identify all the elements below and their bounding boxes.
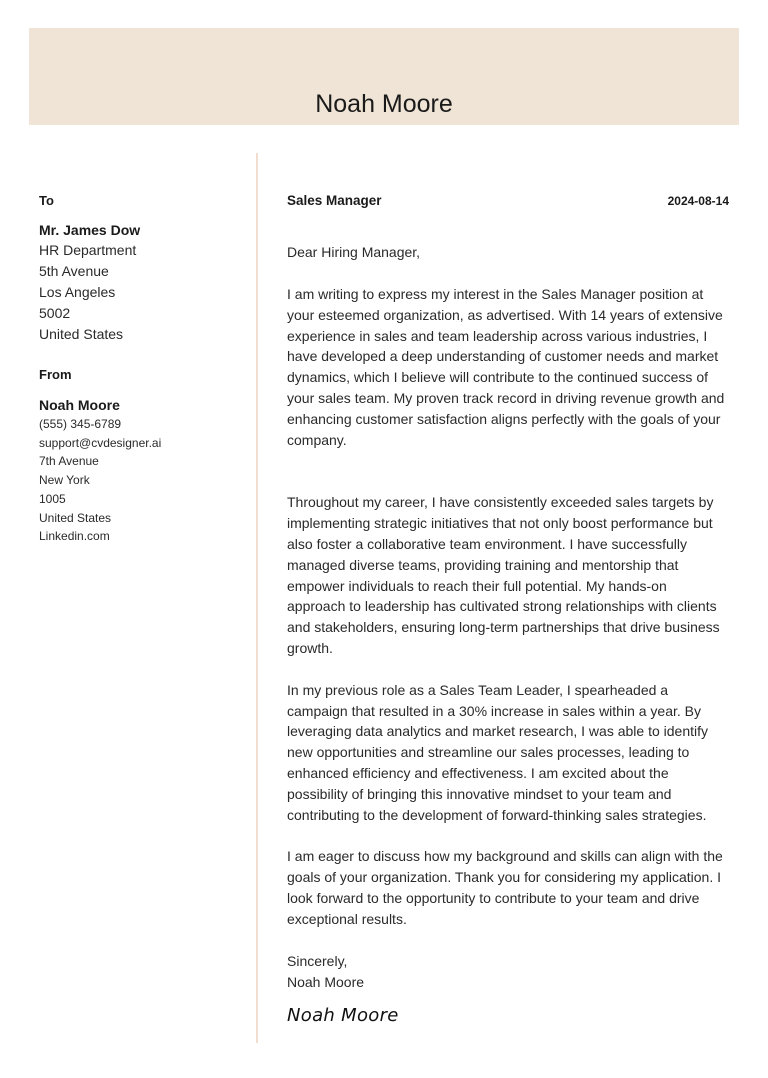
greeting: Dear Hiring Manager, (287, 244, 421, 260)
sender-country: United States (39, 510, 112, 525)
recipient-name: Mr. James Dow (39, 222, 141, 238)
closing-phrase: Sincerely, (287, 952, 348, 969)
contact-column (39, 192, 244, 546)
job-title: Sales Manager (287, 193, 382, 208)
paragraph-1: I am writing to express my interest in the Sales Manager position at your esteemed organization, as advertised. With 14 years of extensive experience in sales and team leadership across various industries, I have developed a deep understanding of customer needs and market dynamics, which I believe will contribute to the continued success of your sales team. My proven track record in driving revenue growth and enhancing customer satisfaction aligns perfectly with the goals of your company. (287, 286, 725, 448)
sender-phone: (555) 345-6789 (39, 417, 122, 431)
recipient-street: 5th Avenue (39, 263, 109, 279)
signature: Noah Moore (287, 1004, 399, 1026)
closing-block (287, 951, 729, 993)
page-title: Noah Moore (315, 90, 453, 118)
paragraph-2: Throughout my career, I have consistently exceeded sales targets by implementing strategic initiatives that not only boost performance but also foster a collaborative team environment. I have successfully managed diverse teams, providing training and mentorship that empower individuals to reach their full potential. My hands-on approach to leadership has cultivated strong relationships with clients and stakeholders, ensuring long-term partnerships that drive business growth. (287, 494, 720, 656)
sender-label: From (39, 367, 72, 382)
recipient-label: To (39, 193, 54, 208)
sender-street: 7th Avenue (39, 454, 99, 469)
recipient-country: United States (39, 326, 124, 342)
sender-postal-code: 1005 (39, 491, 66, 506)
sender-city: New York (39, 473, 90, 488)
recipient-department: HR Department (39, 242, 137, 258)
letter-meta-row (287, 192, 729, 210)
paragraph-3: In my previous role as a Sales Team Leader, I spearheaded a campaign that resulted in a 30% increase in sales within a year. By leveraging data analytics and market research, I was able to identify new opportunities and streamline our sales processes, leading to enhanced efficiency and effectiveness. I am excited about the possibility of bringing this innovative mindset to your team and contributing to the development of forward-thinking sales strategies. (287, 681, 709, 823)
letter-date: 2024-08-14 (667, 194, 729, 208)
letter-body (287, 192, 729, 1028)
sender-name: Noah Moore (39, 397, 120, 413)
closing-name: Noah Moore (287, 973, 365, 990)
sender-linkedin: Linkedin.com (39, 529, 110, 544)
sender-email: support@cvdesigner.ai (39, 435, 162, 450)
column-divider (256, 153, 258, 1043)
paragraph-4: I am eager to discuss how my background and skills can align with the goals of your organization. Thank you for considering my application. I look forward to the opportunity to contribute to your team and drive exceptional results. (287, 848, 723, 927)
recipient-postal-code: 5002 (39, 305, 71, 321)
recipient-city: Los Angeles (39, 284, 116, 300)
header-banner (29, 28, 739, 125)
